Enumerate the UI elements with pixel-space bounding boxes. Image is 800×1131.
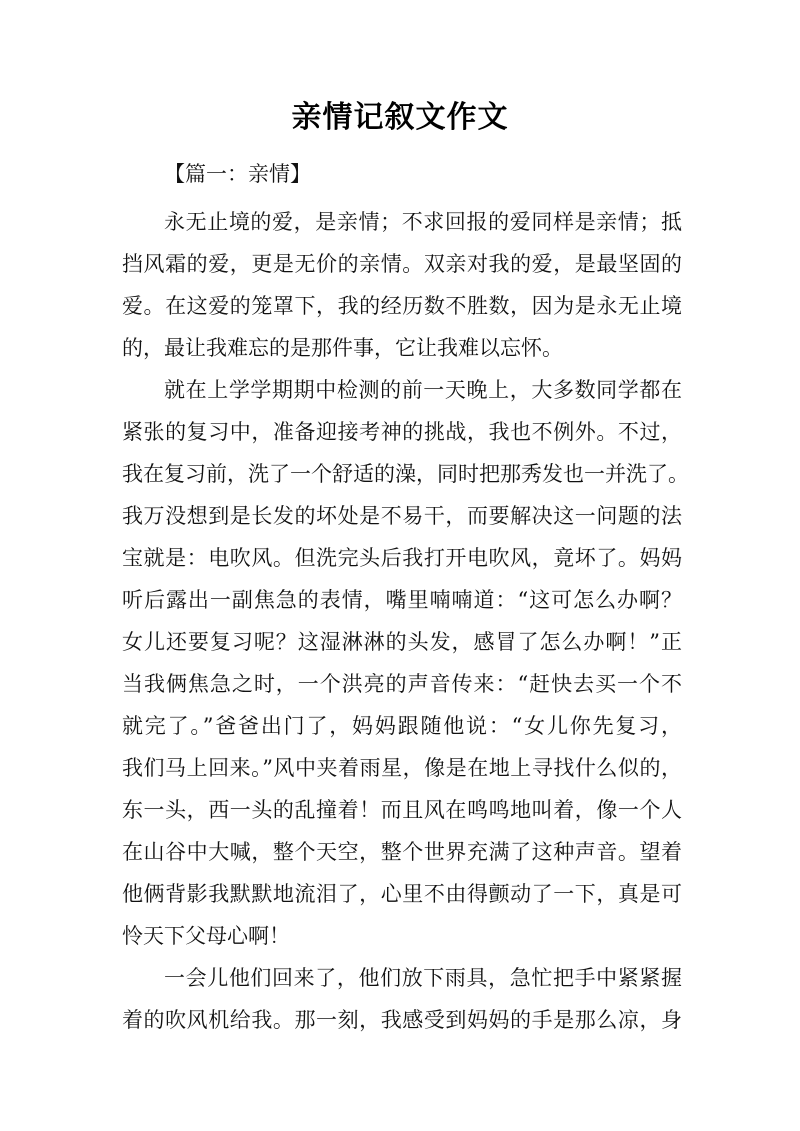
paragraph-line: 就完了。”爸爸出门了，妈妈跟随他说：“女儿你先复习， xyxy=(122,714,682,738)
paragraph-line: 就在上学学期期中检测的前一天晚上，大多数同学都在 xyxy=(164,378,682,402)
paragraph-line: 一会儿他们回来了，他们放下雨具，急忙把手中紧紧握 xyxy=(164,966,682,990)
paragraph-line: 当我俩焦急之时，一个洪亮的声音传来：“赶快去买一个不 xyxy=(122,672,682,696)
paragraph-line: 我在复习前，洗了一个舒适的澡，同时把那秀发也一并洗了。 xyxy=(122,462,689,486)
paragraph-line: 东一头，西一头的乱撞着！而且风在鸣鸣地叫着，像一个人 xyxy=(122,798,682,822)
paragraph-line: 爱。在这爱的笼罩下，我的经历数不胜数，因为是永无止境 xyxy=(122,294,682,318)
document-title: 亲情记叙文作文 xyxy=(291,100,509,135)
paragraph-line: 永无止境的爱，是亲情；不求回报的爱同样是亲情；抵 xyxy=(164,210,682,234)
paragraph-line: 他俩背影我默默地流泪了，心里不由得颤动了一下，真是可 xyxy=(122,882,682,906)
paragraph-line: 我们马上回来。”风中夹着雨星，像是在地上寻找什么似的， xyxy=(122,756,682,780)
paragraph-line: 宝就是：电吹风。但洗完头后我打开电吹风，竟坏了。妈妈 xyxy=(122,546,682,570)
paragraph-line: 我万没想到是长发的坏处是不易干，而要解决这一问题的法 xyxy=(122,504,682,528)
section-heading: 【篇一：亲情】 xyxy=(164,162,311,186)
paragraph-line: 女儿还要复习呢？这湿淋淋的头发，感冒了怎么办啊！”正 xyxy=(122,630,682,654)
paragraph-line: 着的吹风机给我。那一刻，我感受到妈妈的手是那么凉，身 xyxy=(122,1008,682,1032)
paragraph-line: 在山谷中大喊，整个天空，整个世界充满了这种声音。望着 xyxy=(122,840,682,864)
paragraph-line: 挡风霜的爱，更是无价的亲情。双亲对我的爱，是最坚固的 xyxy=(122,252,682,276)
paragraph-line: 听后露出一副焦急的表情，嘴里喃喃道：“这可怎么办啊？ xyxy=(122,588,682,612)
paragraph-line: 怜天下父母心啊！ xyxy=(122,924,290,948)
paragraph-line: 的，最让我难忘的是那件事，它让我难以忘怀。 xyxy=(122,336,563,360)
paragraph-line: 紧张的复习中，准备迎接考神的挑战，我也不例外。不过， xyxy=(122,420,682,444)
